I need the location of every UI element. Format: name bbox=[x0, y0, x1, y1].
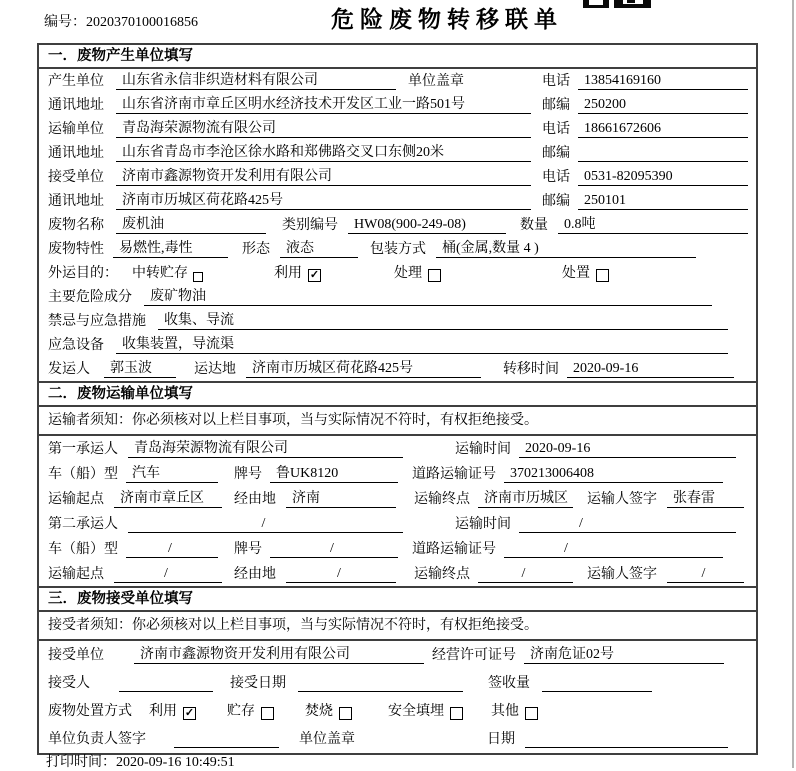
section3-header: 三．废物接受单位填写 bbox=[39, 586, 756, 612]
carrier1-value: 青岛海荣源物流有限公司 bbox=[128, 437, 403, 458]
purpose-row bbox=[39, 261, 756, 285]
transporter-label: 运输单位 bbox=[48, 122, 104, 137]
acceptor-row bbox=[39, 669, 756, 697]
carrier2-row bbox=[39, 511, 756, 536]
zip-label: 邮编 bbox=[542, 146, 570, 161]
checkbox-disposal-other bbox=[525, 707, 538, 720]
qr-block bbox=[643, 0, 651, 8]
packing-label: 包装方式 bbox=[370, 242, 426, 257]
purpose-label: 外运目的： bbox=[48, 266, 118, 281]
carrier1-label: 第一承运人 bbox=[48, 442, 118, 457]
permit-label: 经营许可证号 bbox=[432, 648, 516, 663]
sender-value: 郭玉波 bbox=[104, 357, 176, 378]
qr-block bbox=[614, 0, 623, 8]
producer-address-value: 山东省济南市章丘区明水经济技术开发区工业一路501号 bbox=[116, 93, 531, 114]
unit-seal-label: 单位盖章 bbox=[299, 732, 355, 747]
vehicle1-value: 汽车 bbox=[126, 462, 218, 483]
receiver-address-row bbox=[39, 189, 756, 213]
producer-value: 山东省永信非织造材料有限公司 bbox=[116, 69, 396, 90]
carrier2-label: 第二承运人 bbox=[48, 517, 118, 532]
disposal-use-label: 利用 bbox=[149, 704, 177, 719]
accept-unit-row bbox=[39, 641, 756, 669]
checkbox-disposal-landfill bbox=[450, 707, 463, 720]
road-permit2-value: / bbox=[504, 541, 723, 558]
acceptor-value bbox=[119, 691, 213, 692]
transporter-zip-value bbox=[578, 161, 748, 162]
head-sign-value bbox=[174, 747, 279, 748]
producer-zip-value: 250200 bbox=[578, 97, 748, 114]
checkbox-disposal-burn bbox=[339, 707, 352, 720]
origin-label: 运输起点 bbox=[48, 567, 104, 582]
emergency-equipment-row bbox=[39, 333, 756, 357]
road-permit1-value: 370213006408 bbox=[504, 466, 723, 483]
serial-label: 编号： bbox=[44, 15, 86, 30]
zip-label: 邮编 bbox=[542, 194, 570, 209]
disposal-landfill-label: 安全填埋 bbox=[388, 704, 444, 719]
transporter-address-value: 山东省青岛市李沧区徐水路和郑佛路交叉口东侧20米 bbox=[116, 141, 531, 162]
producer-phone-value: 13854169160 bbox=[578, 73, 748, 90]
carrier-sign-label: 运输人签字 bbox=[587, 492, 657, 507]
end-label: 运输终点 bbox=[414, 492, 470, 507]
origin1-value: 济南市章丘区 bbox=[114, 487, 222, 508]
equip-label: 应急设备 bbox=[48, 338, 104, 353]
end1-value: 济南市历城区 bbox=[478, 487, 573, 508]
carrier2-time-value: / bbox=[519, 516, 736, 533]
qr-block bbox=[627, 0, 635, 3]
taboo-label: 禁忌与应急措施 bbox=[48, 314, 146, 329]
section2-header: 二．废物运输单位填写 bbox=[39, 381, 756, 407]
checkbox-transfer-storage bbox=[193, 272, 203, 282]
transport-time-label: 运输时间 bbox=[455, 442, 511, 457]
origin2-value: / bbox=[114, 566, 222, 583]
producer-row bbox=[39, 69, 756, 93]
transfer-time-value: 2020-09-16 bbox=[567, 361, 734, 378]
purpose-use-label: 利用 bbox=[274, 266, 302, 281]
phone-label: 电话 bbox=[542, 122, 570, 137]
disposal-row bbox=[39, 697, 756, 725]
print-time bbox=[46, 751, 235, 771]
section3-body bbox=[39, 641, 756, 753]
disposal-label: 废物处置方式 bbox=[48, 704, 132, 719]
taboo-row bbox=[39, 309, 756, 333]
disposal-burn-label: 焚烧 bbox=[305, 704, 333, 719]
seal-label: 单位盖章 bbox=[408, 74, 464, 89]
section1-body bbox=[39, 69, 756, 381]
dest-label: 运达地 bbox=[194, 362, 236, 377]
transfer-time-label: 转移时间 bbox=[503, 362, 559, 377]
section2-body bbox=[39, 436, 756, 586]
vehicle1-row bbox=[39, 461, 756, 486]
disposal-store-label: 贮存 bbox=[227, 704, 255, 719]
taboo-value: 收集、导流 bbox=[158, 309, 728, 330]
accept-unit-label: 接受单位 bbox=[48, 648, 104, 663]
transporter-value: 青岛海荣源物流有限公司 bbox=[116, 117, 531, 138]
form-label: 形态 bbox=[242, 242, 270, 257]
receiver-row bbox=[39, 165, 756, 189]
check-icon: ✓ bbox=[184, 707, 195, 719]
serial-value: 2020370100016856 bbox=[86, 15, 198, 30]
zip-label: 邮编 bbox=[542, 98, 570, 113]
check-icon: ✓ bbox=[309, 269, 320, 281]
route1-row bbox=[39, 486, 756, 511]
end-label: 运输终点 bbox=[414, 567, 470, 582]
page-title: 危险废物转移联单 bbox=[331, 7, 563, 32]
page-edge-line bbox=[792, 0, 794, 768]
receiver-label: 接受单位 bbox=[48, 170, 104, 185]
via-label: 经由地 bbox=[234, 567, 276, 582]
hazard-label: 主要危险成分 bbox=[48, 290, 132, 305]
purpose-dispose-label: 处置 bbox=[562, 266, 590, 281]
character-label: 废物特性 bbox=[48, 242, 104, 257]
hazard-row bbox=[39, 285, 756, 309]
carrier1-time-value: 2020-09-16 bbox=[519, 441, 736, 458]
date-label: 日期 bbox=[487, 732, 515, 747]
print-time-label: 打印时间： bbox=[46, 755, 116, 770]
road-permit-label: 道路运输证号 bbox=[412, 467, 496, 482]
head-sign-label: 单位负责人签字 bbox=[48, 732, 146, 747]
vehicle-label: 车（船）型 bbox=[48, 542, 118, 557]
checkbox-use-checked bbox=[308, 269, 321, 282]
phone-label: 电话 bbox=[542, 170, 570, 185]
vehicle2-value: / bbox=[126, 541, 218, 558]
address-label: 通讯地址 bbox=[48, 146, 104, 161]
waste-name-value: 废机油 bbox=[116, 213, 266, 234]
head-sign-row bbox=[39, 725, 756, 753]
vehicle-label: 车（船）型 bbox=[48, 467, 118, 482]
qr-block bbox=[583, 0, 609, 8]
manifest-form bbox=[37, 43, 758, 755]
waste-character-row bbox=[39, 237, 756, 261]
checkbox-treat bbox=[428, 269, 441, 282]
accept-date-label: 接受日期 bbox=[230, 676, 286, 691]
end2-value: / bbox=[478, 566, 573, 583]
accept-unit-value: 济南市鑫源物资开发利用有限公司 bbox=[134, 643, 424, 664]
address-label: 通讯地址 bbox=[48, 194, 104, 209]
receiver-zip-value: 250101 bbox=[578, 193, 748, 210]
receiver-value: 济南市鑫源物资开发利用有限公司 bbox=[116, 165, 531, 186]
receiver-address-value: 济南市历城区荷花路425号 bbox=[116, 189, 531, 210]
acceptor-label: 接受人 bbox=[48, 676, 90, 691]
permit-value: 济南危证02号 bbox=[524, 643, 724, 664]
receiver-phone-value: 0531-82095390 bbox=[578, 169, 748, 186]
accept-date-value bbox=[298, 691, 463, 692]
producer-label: 产生单位 bbox=[48, 74, 104, 89]
qr-block bbox=[623, 4, 645, 8]
sender-row bbox=[39, 357, 756, 381]
transporter-phone-value: 18661672606 bbox=[578, 121, 748, 138]
disposal-other-label: 其他 bbox=[491, 704, 519, 719]
packing-value: 桶(金属,数量 4 ) bbox=[436, 237, 696, 258]
sign-qty-value bbox=[542, 691, 652, 692]
transport-time-label: 运输时间 bbox=[455, 517, 511, 532]
address-label: 通讯地址 bbox=[48, 98, 104, 113]
checkbox-disposal-use-checked bbox=[183, 707, 196, 720]
via1-value: 济南 bbox=[286, 487, 396, 508]
sender-label: 发运人 bbox=[48, 362, 90, 377]
qty-value: 0.8吨 bbox=[558, 213, 748, 234]
plate2-value: / bbox=[270, 541, 398, 558]
sign1-value: 张春雷 bbox=[667, 487, 744, 508]
date-value bbox=[525, 747, 728, 748]
category-value: HW08(900-249-08) bbox=[348, 217, 506, 234]
waste-name-row bbox=[39, 213, 756, 237]
sign-qty-label: 签收量 bbox=[488, 676, 530, 691]
origin-label: 运输起点 bbox=[48, 492, 104, 507]
category-label: 类别编号 bbox=[282, 218, 338, 233]
section3-notice: 接受者须知：你必须核对以上栏目事项，当与实际情况不符时，有权拒绝接受。 bbox=[39, 612, 756, 641]
checkbox-disposal-store bbox=[261, 707, 274, 720]
qty-label: 数量 bbox=[520, 218, 548, 233]
road-permit-label: 道路运输证号 bbox=[412, 542, 496, 557]
section2-notice: 运输者须知：你必须核对以上栏目事项，当与实际情况不符时，有权拒绝接受。 bbox=[39, 407, 756, 436]
carrier2-value: / bbox=[128, 516, 403, 533]
sign2-value: / bbox=[667, 566, 744, 583]
equip-value: 收集装置，导流渠 bbox=[116, 333, 728, 354]
carrier-sign-label: 运输人签字 bbox=[587, 567, 657, 582]
plate-label: 牌号 bbox=[234, 542, 262, 557]
producer-address-row bbox=[39, 93, 756, 117]
print-time-value: 2020-09-16 10:49:51 bbox=[116, 755, 235, 770]
transporter-row bbox=[39, 117, 756, 141]
dest-value: 济南市历城区荷花路425号 bbox=[246, 357, 481, 378]
vehicle2-row bbox=[39, 536, 756, 561]
checkbox-dispose bbox=[596, 269, 609, 282]
hazard-value: 废矿物油 bbox=[144, 285, 712, 306]
character-value: 易燃性,毒性 bbox=[113, 237, 228, 258]
phone-label: 电话 bbox=[542, 74, 570, 89]
qr-code-fragment bbox=[583, 0, 653, 8]
via2-value: / bbox=[286, 566, 396, 583]
plate1-value: 鲁UK8120 bbox=[270, 462, 398, 483]
purpose-transfer-label: 中转贮存 bbox=[132, 266, 188, 281]
plate-label: 牌号 bbox=[234, 467, 262, 482]
form-value: 液态 bbox=[280, 237, 358, 258]
purpose-treat-label: 处理 bbox=[394, 266, 422, 281]
carrier1-row bbox=[39, 436, 756, 461]
transporter-address-row bbox=[39, 141, 756, 165]
section1-header: 一．废物产生单位填写 bbox=[39, 45, 756, 69]
route2-row bbox=[39, 561, 756, 586]
serial-number bbox=[44, 11, 198, 31]
waste-name-label: 废物名称 bbox=[48, 218, 104, 233]
via-label: 经由地 bbox=[234, 492, 276, 507]
